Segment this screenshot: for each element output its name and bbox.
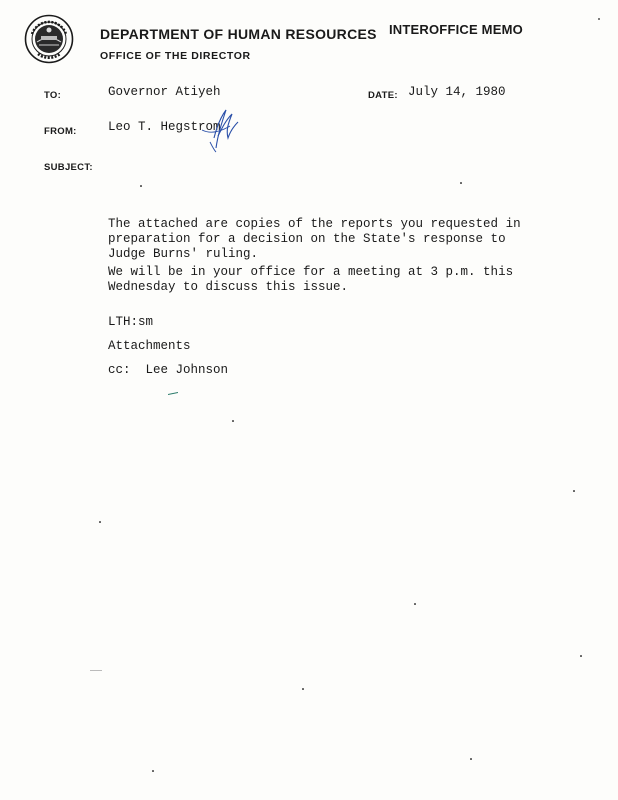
paper-speck xyxy=(90,670,102,671)
date-label: DATE: xyxy=(368,90,398,101)
paper-speck xyxy=(573,490,575,492)
paper-speck xyxy=(140,185,142,187)
state-seal-icon xyxy=(24,14,74,64)
office-name: OFFICE OF THE DIRECTOR xyxy=(100,50,251,62)
body-paragraph-1: The attached are copies of the reports you requested in preparation for a decision on the State's response to Judge Burns' ruling. xyxy=(108,217,521,261)
typist-initials: LTH:sm xyxy=(108,315,154,329)
paper-speck xyxy=(232,420,234,422)
to-label: TO: xyxy=(44,90,62,101)
pen-mark-icon xyxy=(168,392,178,395)
paper-speck xyxy=(414,603,416,605)
handwritten-initials-icon xyxy=(196,108,246,154)
paper-speck xyxy=(580,655,582,657)
paper-speck xyxy=(598,18,600,20)
paper-speck xyxy=(460,182,462,184)
paper-speck xyxy=(302,688,304,690)
paper-speck xyxy=(99,521,101,523)
department-name: DEPARTMENT OF HUMAN RESOURCES xyxy=(100,26,377,42)
body-paragraph-2: We will be in your office for a meeting at 3 p.m. this Wednesday to discuss this issue. xyxy=(108,265,514,294)
date-value: July 14, 1980 xyxy=(408,85,506,99)
to-value: Governor Atiyeh xyxy=(108,85,221,99)
from-value: Leo T. Hegstrom xyxy=(108,120,221,134)
attachments-note: Attachments xyxy=(108,339,191,353)
memo-type: INTEROFFICE MEMO xyxy=(389,22,523,37)
cc-line: cc: Lee Johnson xyxy=(108,363,229,377)
from-label: FROM: xyxy=(44,126,77,137)
paper-speck xyxy=(470,758,472,760)
subject-label: SUBJECT: xyxy=(44,162,93,173)
paper-speck xyxy=(152,770,154,772)
